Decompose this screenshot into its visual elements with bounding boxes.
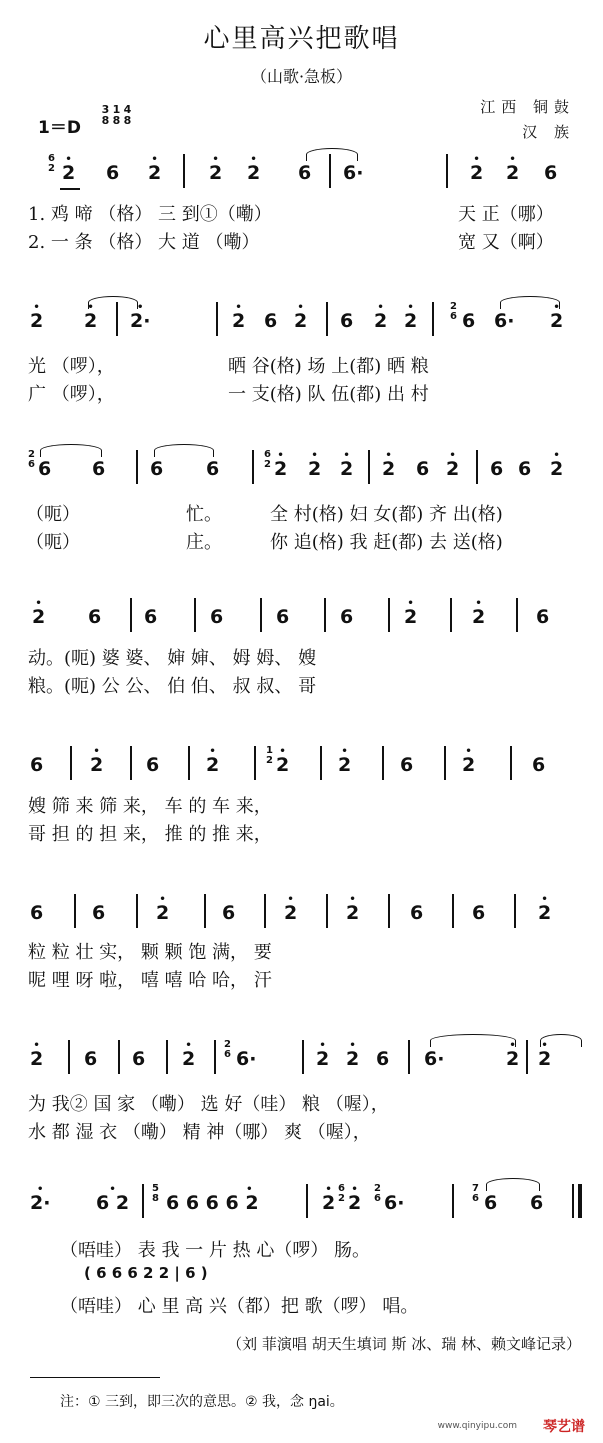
lyric-v2-line-1: 2. 一 条 （格） 大 道 （嘞） (28, 232, 260, 253)
footnote: 注：① 三到，即三次的意思。② 我，念 ŋai。 (60, 1394, 344, 1410)
footnote-divider (30, 1377, 160, 1378)
score-line-5: 6 2 • 6 2 • 1 2 2 • 2 • 6 2 • 6 (26, 752, 586, 792)
score-line-1: 6 2 2 • 6 2 • 2 • 2 • 6 6· 2 • 2 • 6 (26, 160, 586, 200)
lyric-v1-line-3a: （呃） (26, 504, 80, 525)
lyric-v1-line-4: 动。(呃) 婆 婆、 婶 婶、 姆 姆、 嫂 (28, 648, 317, 669)
score-line-8: 2· • 6 2 • 5 8 6 6 6 6 2 • 2 • 6 2 2 • 2 6 6· 7 6 6 6 (26, 1190, 586, 1230)
lyric-v1-line-6: 粒 粒 壮 实， 颗 颗 饱 满， 要 (28, 942, 272, 963)
lyric-v1-line-1: 1. 鸡 啼 （格） 三 到①（嘞） (28, 204, 272, 225)
score-line-4: 2 • 6 6 6 6 6 2 • 2 • 6 (26, 604, 586, 644)
score-line-7: 2 • 6 6 2 • 2 6 6· 2 • 2 • 6 6· 2 • 2 • (26, 1046, 586, 1086)
song-origin: 江西 铜鼓 汉 族 (480, 98, 575, 141)
lyric-v2-line-1b: 宽 又（啊） (458, 232, 554, 253)
site-url: www.qinyipu.com (437, 1421, 517, 1431)
lyric-v1-line-8: （唔哇） 表 我 一 片 热 心（啰） 肠。 (60, 1240, 371, 1261)
lyric-v2-line-4: 粮。(呃) 公 公、 伯 伯、 叔 叔、 哥 (28, 676, 317, 697)
lyric-v2-line-7: 水 都 湿 衣 （嘞） 精 神（哪） 爽 （喔）， (28, 1122, 371, 1143)
lyric-v2-line-3b: 庄。 (186, 532, 222, 553)
lyric-v1-line-5: 嫂 筛 来 筛 来， 车 的 车 来， (28, 796, 272, 817)
song-subtitle: （山歌·急板） (250, 67, 353, 86)
lyric-v1-line-1b: 天 正（哪） (458, 204, 554, 225)
lyric-v2-line-2b: 一 支(格) 队 伍(都) 出 村 (228, 384, 429, 405)
score-line-6: 6 6 2 • 6 2 • 2 • 6 6 2 • (26, 900, 586, 940)
credits: （刘 菲演唱 胡天生填词 斯 冰、瑞 林、赖文峰记录） (227, 1335, 581, 1353)
lyric-v2-line-3a: （呃） (26, 532, 80, 553)
lyric-v1-line-3c: 全 村(格) 妇 女(都) 齐 出(格) (270, 504, 503, 525)
score-line-2: 2 • 2 • 2· • 2 • 6 2 • 6 2 • 2 • 2 6 6 6· 2 • (26, 308, 586, 348)
lyric-v2-line-3c: 你 追(格) 我 赶(都) 去 送(格) (270, 532, 503, 553)
lyric-v1-line-2: 光 （啰）， (28, 356, 115, 377)
lyric-v2-line-5: 哥 担 的 担 来， 推 的 推 来， (28, 824, 272, 845)
time-signatures: 3 81 84 8 (101, 103, 132, 127)
lyric-v2-line-8: （唔哇） 心 里 高 兴（都）把 歌（啰） 唱。 (60, 1296, 419, 1317)
score-line-3: 2 6 6 6 6 6 6 2 2 • 2 • 2 • 2 • 6 2 • 6 6 2 • (26, 456, 586, 496)
key-signature: 1＝D (38, 118, 81, 138)
lyric-v1-line-7: 为 我② 国 家 （嘞） 选 好（哇） 粮 （喔）， (28, 1094, 389, 1115)
lyric-v1-line-2b: 晒 谷(格) 场 上(都) 晒 粮 (228, 356, 429, 377)
lyric-v2-line-2: 广 （啰）， (28, 384, 115, 405)
lyric-v2-line-6: 呢 哩 呀 啦， 嘻 嘻 哈 哈， 汗 (28, 970, 272, 991)
site-logo: 琴艺谱 (543, 1419, 585, 1435)
lyric-v1-line-3b: 忙。 (186, 504, 222, 525)
alternate-notes: ( 6 6 6 2 2 | 6 ) (84, 1264, 208, 1282)
song-title: 心里高兴把歌唱 (203, 24, 400, 54)
